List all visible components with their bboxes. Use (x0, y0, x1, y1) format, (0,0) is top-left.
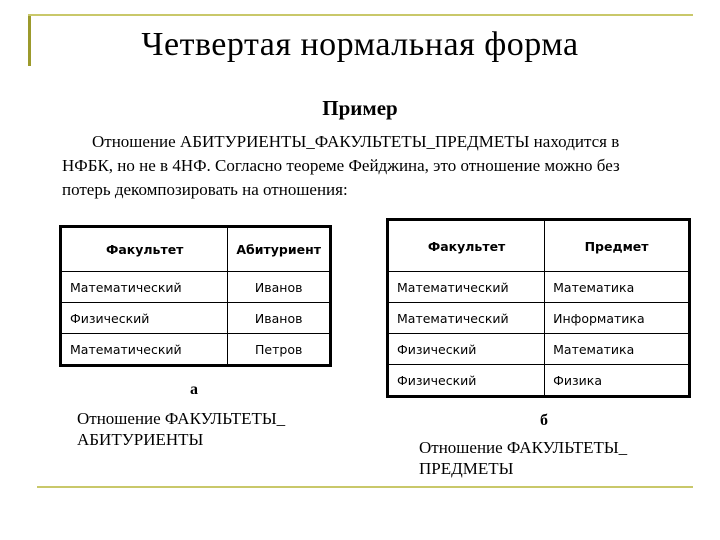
table-b-caption (419, 437, 627, 479)
intro-paragraph (62, 130, 672, 202)
table-row (62, 272, 330, 303)
column-header-faculty: Факультет (62, 228, 228, 272)
table-a-caption-line2: АБИТУРИЕНТЫ (77, 430, 204, 449)
table-b-label: б (540, 412, 548, 429)
table-row (389, 334, 689, 365)
table-row (389, 365, 689, 396)
table-row (389, 303, 689, 334)
table-a-caption-line1: Отношение ФАКУЛЬТЕТЫ_ (77, 409, 286, 428)
table-a-label: а (190, 381, 198, 398)
column-header-faculty: Факультет (389, 221, 545, 272)
slide-subtitle: Пример (322, 96, 398, 120)
table-b-caption-line2: ПРЕДМЕТЫ (419, 459, 514, 478)
table-faculties-applicants (61, 227, 330, 365)
cell-faculty: Физический (389, 334, 545, 365)
cell-applicant: Петров (228, 334, 330, 365)
table-header-row (389, 221, 689, 272)
table-row (62, 334, 330, 365)
cell-faculty: Математический (62, 334, 228, 365)
table-row (389, 272, 689, 303)
table-a-caption (77, 408, 285, 450)
cell-applicant: Иванов (228, 272, 330, 303)
table-row (62, 303, 330, 334)
table-b-caption-line1: Отношение ФАКУЛЬТЕТЫ_ (419, 438, 628, 457)
cell-faculty: Физический (389, 365, 545, 396)
column-header-applicant: Абитуриент (228, 228, 330, 272)
table-header-row (62, 228, 330, 272)
cell-subject: Информатика (545, 303, 689, 334)
intro-paragraph-text: Отношение АБИТУРИЕНТЫ_ФАКУЛЬТЕТЫ_ПРЕДМЕТЫ находится в НФБК, но не в 4НФ. Согласно теореме Фейджина, это отношение можно без потерь декомпозировать на отношения: (62, 132, 620, 199)
cell-applicant: Иванов (228, 303, 330, 334)
cell-subject: Математика (545, 272, 689, 303)
cell-subject: Физика (545, 365, 689, 396)
accent-top-rule (28, 14, 693, 16)
cell-faculty: Математический (389, 272, 545, 303)
column-header-subject: Предмет (545, 221, 689, 272)
cell-faculty: Физический (62, 303, 228, 334)
cell-faculty: Математический (389, 303, 545, 334)
cell-subject: Математика (545, 334, 689, 365)
table-faculties-subjects (388, 220, 689, 396)
accent-bottom-rule (37, 486, 693, 488)
slide-title: Четвертая нормальная форма (141, 26, 579, 63)
cell-faculty: Математический (62, 272, 228, 303)
